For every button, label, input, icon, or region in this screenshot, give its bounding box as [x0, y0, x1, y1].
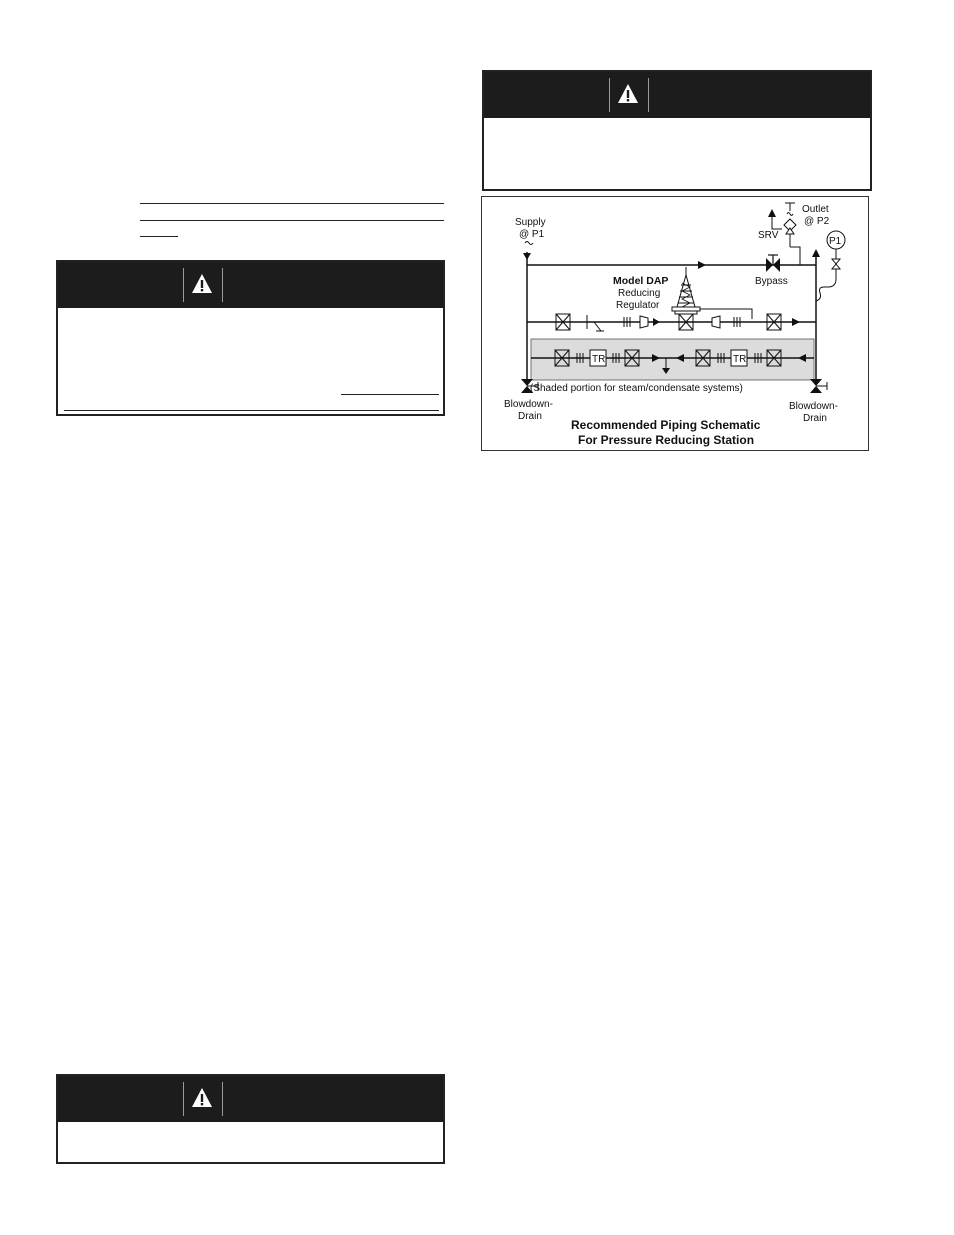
text-underline-rule-1: [140, 203, 444, 204]
flow-arrow-icon: [653, 318, 660, 326]
blowdown-left-label-2: Drain: [518, 411, 542, 422]
trap-label-left: TR: [592, 354, 606, 365]
bypass-globe-valve-icon: [766, 255, 780, 272]
warning-header: [58, 262, 443, 308]
warning-triangle-icon: [617, 83, 639, 105]
warning-text-rule-2: [64, 410, 439, 411]
blowdown-left-label-1: Blowdown-: [504, 399, 553, 410]
outlet-arrow-icon: [812, 249, 820, 257]
text-underline-rule-3: [140, 236, 178, 237]
supply-arrow-icon: [523, 253, 531, 260]
blowdown-right-label-1: Blowdown-: [789, 401, 838, 412]
warning-header: [58, 1076, 443, 1122]
warning-box-1: [56, 260, 445, 416]
dap-regulator-icon: [672, 267, 752, 319]
warning-header: [484, 72, 870, 118]
piping-schematic-svg: [482, 197, 870, 452]
figure-caption-line-1: Recommended Piping Schematic: [571, 418, 761, 432]
warning-text-rule-1: [341, 394, 439, 395]
blowdown-right-label-2: Drain: [803, 413, 827, 424]
outlet-label: Outlet: [802, 204, 829, 215]
supply-label: Supply: [515, 217, 546, 228]
shaded-steam-section: [531, 339, 814, 380]
blowdown-valve-right-icon: [810, 379, 827, 393]
reducer-icon: [640, 316, 648, 328]
piping-schematic-figure: [481, 196, 869, 451]
break-symbol-icon: [525, 242, 533, 245]
trap-label-right: TR: [733, 354, 747, 365]
warning-box-3: [56, 1074, 445, 1164]
supply-sub-label: @ P1: [519, 229, 545, 240]
bypass-label: Bypass: [755, 276, 788, 287]
warning-icon-cell: [183, 1082, 223, 1116]
shaded-portion-note: (Shaded portion for steam/condensate systems): [530, 383, 743, 394]
warning-icon-cell: [183, 268, 223, 302]
figure-caption-line-2: For Pressure Reducing Station: [578, 433, 755, 447]
strainer-icon: [587, 315, 604, 331]
text-underline-rule-2: [140, 220, 444, 221]
warning-triangle-icon: [191, 1087, 213, 1109]
flow-arrow-icon: [698, 261, 706, 269]
gauge-label: P1: [829, 236, 842, 247]
warning-box-2: [482, 70, 872, 191]
outlet-sub-label: @ P2: [804, 216, 830, 227]
model-sub-label-1: Reducing: [618, 288, 661, 299]
reducer-icon: [712, 316, 720, 328]
flow-arrow-icon: [792, 318, 800, 326]
model-label: Model DAP: [613, 275, 669, 287]
model-sub-label-2: Regulator: [616, 300, 660, 311]
srv-label: SRV: [758, 230, 779, 241]
warning-icon-cell: [609, 78, 649, 112]
warning-triangle-icon: [191, 273, 213, 295]
